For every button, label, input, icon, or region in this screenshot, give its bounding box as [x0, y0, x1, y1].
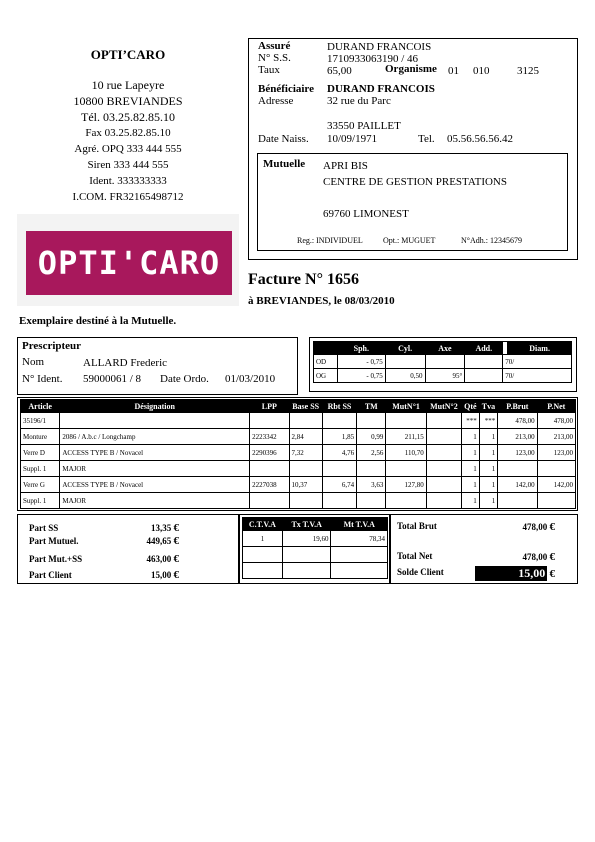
item-cell: 110,70 — [386, 445, 426, 461]
item-cell — [289, 413, 322, 429]
corr-header: Diam. — [508, 342, 572, 355]
solde-client-value: 15,00 — [475, 566, 547, 581]
item-cell: 2,84 — [289, 429, 322, 445]
corr-cell — [385, 355, 425, 369]
tva-cell — [282, 547, 331, 563]
shop-siren: Siren 333 444 555 — [87, 159, 169, 171]
items-header: Tva — [479, 400, 498, 413]
part-ss-label: Part SS — [29, 523, 59, 533]
item-cell: *** — [479, 413, 498, 429]
invoice-title: Facture N° 1656 — [248, 271, 359, 288]
corr-cell: 70/ — [503, 355, 572, 369]
item-cell: 2227038 — [250, 477, 289, 493]
euro-icon: € — [549, 521, 555, 533]
logo-text: OPTI'CARO — [37, 244, 221, 282]
item-cell: 1 — [479, 445, 498, 461]
tel-label: Tel. — [418, 133, 435, 145]
item-cell: 211,15 — [386, 429, 426, 445]
item-cell: 1,85 — [322, 429, 356, 445]
item-cell: 1 — [479, 493, 498, 509]
shop-address2: 10800 BREVIANDES — [73, 94, 183, 108]
item-cell: Verre G — [21, 477, 60, 493]
date-ordo-value: 01/03/2010 — [225, 373, 276, 385]
item-cell — [357, 461, 386, 477]
corr-cell: OG — [314, 369, 338, 383]
item-cell: 35196/1 — [21, 413, 60, 429]
corr-cell: 0,50 — [385, 369, 425, 383]
org-code2: 010 — [473, 65, 490, 77]
item-cell — [250, 493, 289, 509]
solde-client-label: Solde Client — [397, 567, 444, 577]
item-cell — [386, 461, 426, 477]
item-cell: 213,00 — [498, 429, 537, 445]
item-cell — [250, 413, 289, 429]
benef-value: DURAND FRANCOIS — [327, 83, 435, 95]
corr-cell: OD — [314, 355, 338, 369]
items-header: Rbt SS — [322, 400, 356, 413]
correction-table — [313, 341, 572, 383]
item-cell: 7,32 — [289, 445, 322, 461]
tva-cell: 19,60 — [282, 531, 331, 547]
items-header: Désignation — [60, 400, 250, 413]
total-brut-value: 478,00 — [522, 522, 548, 532]
items-header: MutN°2 — [426, 400, 461, 413]
tva-cell — [243, 563, 283, 579]
item-cell — [426, 477, 461, 493]
adresse-line2: 33550 PAILLET — [327, 120, 401, 132]
item-cell — [322, 461, 356, 477]
tva-cell — [331, 547, 388, 563]
corr-header: Cyl. — [385, 342, 425, 355]
item-cell: ACCESS TYPE B / Novacel — [60, 445, 250, 461]
adresse-line1: 32 rue du Parc — [327, 95, 391, 107]
tva-row — [243, 563, 388, 579]
benef-label: Bénéficiaire — [258, 83, 314, 95]
date-ordo-label: Date Ordo. — [160, 373, 209, 385]
tel-value: 05.56.56.56.42 — [447, 133, 513, 145]
mutuelle-reg: Reg.: INDIVIDUEL — [297, 236, 363, 245]
items-header: P.Brut — [498, 400, 537, 413]
item-cell: 2290396 — [250, 445, 289, 461]
item-cell: 2,56 — [357, 445, 386, 461]
item-cell — [386, 413, 426, 429]
items-header: Base SS — [289, 400, 322, 413]
item-cell: 10,37 — [289, 477, 322, 493]
item-cell — [537, 493, 575, 509]
datenaiss-label: Date Naiss. — [258, 133, 309, 145]
corr-header: Axe — [425, 342, 465, 355]
tva-header: C.T.V.A — [243, 518, 283, 531]
tva-table — [242, 517, 388, 579]
item-cell — [289, 461, 322, 477]
corr-cell — [465, 355, 503, 369]
part-mut-value: 449,65 — [146, 536, 172, 546]
taux-label: Taux — [258, 64, 280, 76]
shop-agre: Agré. OPQ 333 444 555 — [74, 143, 182, 155]
tva-cell — [282, 563, 331, 579]
correction-row-od — [314, 355, 572, 369]
item-cell: 3,63 — [357, 477, 386, 493]
item-cell: 0,99 — [357, 429, 386, 445]
part-mutss-value: 463,00 — [146, 554, 172, 564]
assure-label: Assuré — [258, 40, 291, 52]
item-cell: Verre D — [21, 445, 60, 461]
shop-tel: Tél. 03.25.82.85.10 — [81, 110, 175, 124]
corr-cell: 95° — [425, 369, 465, 383]
tva-header: Mt T.V.A — [331, 518, 388, 531]
item-cell — [250, 461, 289, 477]
corr-cell: - 0,75 — [337, 369, 385, 383]
item-cell: 1 — [462, 477, 480, 493]
corr-cell — [425, 355, 465, 369]
item-cell — [357, 413, 386, 429]
item-cell: Suppl. 1 — [21, 461, 60, 477]
org-code3: 3125 — [517, 65, 539, 77]
part-mutss-label: Part Mut.+SS — [29, 554, 83, 564]
total-net-label: Total Net — [397, 551, 433, 561]
organisme-label: Organisme — [385, 63, 437, 75]
item-cell: 127,80 — [386, 477, 426, 493]
item-cell: 142,00 — [537, 477, 575, 493]
tva-cell: 78,34 — [331, 531, 388, 547]
shop-icom: I.COM. FR32165498712 — [72, 191, 184, 203]
item-cell — [426, 429, 461, 445]
item-cell: 1 — [462, 461, 480, 477]
item-row — [21, 413, 576, 429]
ident-value: 59000061 / 8 — [83, 373, 142, 385]
shop-logo — [26, 231, 232, 295]
nom-value: ALLARD Frederic — [83, 357, 168, 369]
item-row — [21, 445, 576, 461]
corr-cell: 70/ — [503, 369, 572, 383]
mutuelle-line2: CENTRE DE GESTION PRESTATIONS — [323, 176, 507, 188]
adresse-label: Adresse — [258, 95, 294, 107]
item-cell: 123,00 — [537, 445, 575, 461]
item-cell: 2223342 — [250, 429, 289, 445]
corr-cell — [465, 369, 503, 383]
item-cell: *** — [462, 413, 480, 429]
item-cell: 478,00 — [537, 413, 575, 429]
item-cell — [322, 413, 356, 429]
item-cell — [322, 493, 356, 509]
tva-cell: 1 — [243, 531, 283, 547]
mutuelle-city: 69760 LIMONEST — [323, 208, 409, 220]
item-cell — [60, 413, 250, 429]
item-cell — [426, 461, 461, 477]
item-cell — [386, 493, 426, 509]
mutuelle-opt: Opt.: MUGUET — [383, 236, 436, 245]
euro-icon: € — [549, 551, 555, 563]
nom-label: Nom — [22, 356, 44, 368]
items-body — [21, 413, 576, 509]
euro-icon: € — [549, 568, 555, 580]
item-cell — [426, 493, 461, 509]
item-row — [21, 461, 576, 477]
euro-icon: € — [173, 569, 179, 581]
item-cell: 1 — [479, 477, 498, 493]
tva-header: Tx T.V.A — [282, 518, 331, 531]
item-cell: MAJOR — [60, 493, 250, 509]
mutuelle-name: APRI BIS — [323, 160, 368, 172]
item-cell: 1 — [462, 493, 480, 509]
shop-ident: Ident. 333333333 — [89, 175, 167, 187]
ss-value: 1710933063190 / 46 — [327, 53, 419, 65]
total-net-value: 478,00 — [522, 552, 548, 562]
invoice-place-date: à BREVIANDES, le 08/03/2010 — [248, 295, 395, 307]
item-cell: Suppl. 1 — [21, 493, 60, 509]
assure-value: DURAND FRANCOIS — [327, 41, 432, 53]
items-header: LPP — [250, 400, 289, 413]
item-row — [21, 493, 576, 509]
corr-header: Add. — [465, 342, 503, 355]
mutuelle-label: Mutuelle — [263, 158, 306, 170]
part-client-label: Part Client — [29, 570, 72, 580]
corr-header: Sph. — [337, 342, 385, 355]
item-cell: 2086 / A.b.c / Longchamp — [60, 429, 250, 445]
tva-cell — [331, 563, 388, 579]
item-cell — [537, 461, 575, 477]
correction-row-og — [314, 369, 572, 383]
part-client-value: 15,00 — [151, 570, 172, 580]
euro-icon: € — [173, 535, 179, 547]
items-header: Qté — [462, 400, 480, 413]
item-cell: 1 — [462, 445, 480, 461]
item-cell: Monture — [21, 429, 60, 445]
item-row — [21, 477, 576, 493]
taux-value: 65,00 — [327, 65, 352, 77]
item-cell — [498, 461, 537, 477]
corr-cell: - 0,75 — [337, 355, 385, 369]
total-brut-label: Total Brut — [397, 521, 437, 531]
ident-label: N° Ident. — [22, 373, 63, 385]
euro-icon: € — [173, 553, 179, 565]
datenaiss-value: 10/09/1971 — [327, 133, 378, 145]
euro-icon: € — [173, 522, 179, 534]
item-cell: 142,00 — [498, 477, 537, 493]
item-cell — [426, 413, 461, 429]
item-cell — [426, 445, 461, 461]
corr-header — [314, 342, 338, 355]
item-cell: 478,00 — [498, 413, 537, 429]
prescripteur-label: Prescripteur — [22, 340, 82, 352]
exemplaire-note: Exemplaire destiné à la Mutuelle. — [19, 315, 177, 327]
items-header: TM — [357, 400, 386, 413]
items-header: MutN°1 — [386, 400, 426, 413]
item-cell — [289, 493, 322, 509]
item-cell: 1 — [479, 429, 498, 445]
item-cell: MAJOR — [60, 461, 250, 477]
mutuelle-nadh: N°Adh.: 12345679 — [461, 236, 522, 245]
items-header: P.Net — [537, 400, 575, 413]
ss-label: N° S.S. — [258, 52, 291, 64]
tva-cell — [243, 547, 283, 563]
shop-fax: Fax 03.25.82.85.10 — [85, 127, 171, 139]
item-cell: ACCESS TYPE B / Novacel — [60, 477, 250, 493]
tva-row — [243, 531, 388, 547]
item-cell: 123,00 — [498, 445, 537, 461]
item-cell: 6,74 — [322, 477, 356, 493]
item-cell: 1 — [462, 429, 480, 445]
part-ss-value: 13,35 — [151, 523, 172, 533]
item-cell — [357, 493, 386, 509]
item-cell: 1 — [479, 461, 498, 477]
tva-row — [243, 547, 388, 563]
item-cell: 213,00 — [537, 429, 575, 445]
shop-address1: 10 rue Lapeyre — [91, 78, 165, 92]
items-header: Article — [21, 400, 60, 413]
org-code1: 01 — [448, 65, 459, 77]
item-row — [21, 429, 576, 445]
items-table — [20, 399, 576, 509]
shop-name: OPTI’CARO — [90, 47, 166, 62]
item-cell: 4,76 — [322, 445, 356, 461]
item-cell — [498, 493, 537, 509]
part-mut-label: Part Mutuel. — [29, 536, 79, 546]
